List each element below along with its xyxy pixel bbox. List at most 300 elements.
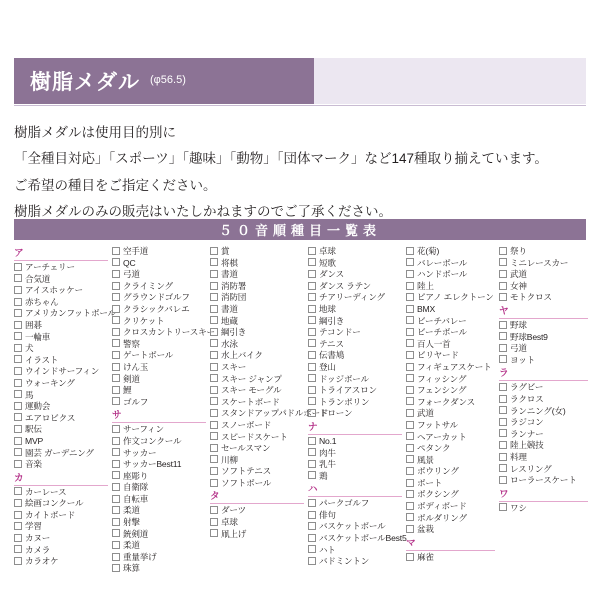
checkbox-icon[interactable]	[112, 495, 120, 503]
checkbox-icon[interactable]	[210, 479, 218, 487]
list-item[interactable]	[406, 466, 497, 478]
checkbox-icon[interactable]	[210, 467, 218, 475]
list-item[interactable]	[14, 498, 110, 510]
checkbox-icon[interactable]	[112, 282, 120, 290]
list-item[interactable]	[406, 397, 497, 409]
checkbox-icon[interactable]	[210, 444, 218, 452]
list-item[interactable]	[112, 350, 208, 362]
checkbox-icon[interactable]	[210, 328, 218, 336]
checkbox-icon[interactable]	[406, 513, 414, 521]
checkbox-icon[interactable]	[406, 339, 414, 347]
list-item[interactable]	[499, 382, 590, 394]
checkbox-icon[interactable]	[112, 305, 120, 313]
checkbox-icon[interactable]	[308, 397, 316, 405]
checkbox-icon[interactable]	[112, 425, 120, 433]
checkbox-icon[interactable]	[308, 448, 316, 456]
list-item[interactable]	[308, 316, 404, 328]
checkbox-icon[interactable]	[210, 421, 218, 429]
list-item[interactable]	[14, 401, 110, 413]
checkbox-icon[interactable]	[14, 321, 22, 329]
checkbox-icon[interactable]	[14, 402, 22, 410]
checkbox-icon[interactable]	[14, 437, 22, 445]
checkbox-icon[interactable]	[406, 455, 414, 463]
checkbox-icon[interactable]	[112, 363, 120, 371]
list-item[interactable]	[499, 452, 590, 464]
checkbox-icon[interactable]	[308, 339, 316, 347]
checkbox-icon[interactable]	[499, 476, 507, 484]
list-item[interactable]	[210, 517, 306, 529]
list-item[interactable]	[406, 269, 497, 281]
checkbox-icon[interactable]	[210, 432, 218, 440]
checkbox-icon[interactable]	[112, 483, 120, 491]
checkbox-icon[interactable]	[14, 448, 22, 456]
list-item[interactable]	[499, 355, 590, 367]
checkbox-icon[interactable]	[112, 316, 120, 324]
checkbox-icon[interactable]	[14, 487, 22, 495]
list-item[interactable]	[112, 327, 215, 339]
checkbox-icon[interactable]	[210, 270, 218, 278]
list-item[interactable]	[112, 494, 208, 506]
list-item[interactable]	[406, 374, 497, 386]
list-item[interactable]	[406, 443, 497, 455]
checkbox-icon[interactable]	[112, 471, 120, 479]
kana-underline	[14, 485, 108, 486]
list-item[interactable]	[210, 432, 306, 444]
list-item[interactable]	[112, 482, 208, 494]
list-item[interactable]	[308, 408, 404, 420]
list-item[interactable]	[499, 440, 590, 452]
list-item[interactable]	[308, 545, 404, 557]
list-item[interactable]	[406, 501, 497, 513]
list-item[interactable]	[499, 332, 590, 344]
list-item[interactable]	[210, 420, 306, 432]
checkbox-icon[interactable]	[499, 355, 507, 363]
list-item[interactable]	[308, 374, 404, 386]
list-item[interactable]	[14, 521, 110, 533]
checkbox-icon[interactable]	[406, 490, 414, 498]
list-item[interactable]	[499, 292, 590, 304]
list-item[interactable]	[210, 529, 306, 541]
list-item[interactable]	[499, 464, 590, 476]
list-item[interactable]	[406, 489, 497, 501]
checkbox-icon[interactable]	[499, 258, 507, 266]
checkbox-icon[interactable]	[308, 282, 316, 290]
checkbox-icon[interactable]	[112, 386, 120, 394]
checkbox-icon[interactable]	[14, 534, 22, 542]
checkbox-icon[interactable]	[112, 506, 120, 514]
checkbox-icon[interactable]	[112, 541, 120, 549]
list-item[interactable]	[499, 281, 590, 293]
checkbox-icon[interactable]	[14, 298, 22, 306]
list-item[interactable]	[406, 316, 497, 328]
checkbox-icon[interactable]	[14, 274, 22, 282]
list-item[interactable]	[308, 281, 404, 293]
checkbox-icon[interactable]	[308, 247, 316, 255]
list-item[interactable]	[210, 408, 329, 420]
checkbox-icon[interactable]	[112, 339, 120, 347]
checkbox-icon[interactable]	[112, 397, 120, 405]
list-item[interactable]	[406, 327, 497, 339]
list-item[interactable]	[308, 471, 404, 483]
checkbox-icon[interactable]	[112, 247, 120, 255]
checkbox-icon[interactable]	[210, 293, 218, 301]
list-item[interactable]	[210, 292, 306, 304]
list-item[interactable]	[14, 366, 110, 378]
list-item[interactable]	[112, 540, 208, 552]
list-item[interactable]	[406, 432, 497, 444]
list-item[interactable]	[14, 487, 110, 499]
checkbox-icon[interactable]	[112, 529, 120, 537]
checkbox-icon[interactable]	[499, 429, 507, 437]
list-item[interactable]	[406, 408, 497, 420]
checkbox-icon[interactable]	[499, 282, 507, 290]
list-item[interactable]	[210, 362, 306, 374]
list-item[interactable]	[308, 292, 404, 304]
checkbox-icon[interactable]	[406, 363, 414, 371]
list-item[interactable]	[499, 269, 590, 281]
list-item[interactable]	[14, 436, 110, 448]
checkbox-icon[interactable]	[499, 270, 507, 278]
checkbox-icon[interactable]	[112, 564, 120, 572]
list-item[interactable]	[210, 304, 306, 316]
list-item[interactable]	[308, 350, 404, 362]
list-item-label: ローラースケート	[510, 475, 577, 486]
list-item[interactable]	[14, 378, 110, 390]
checkbox-icon[interactable]	[210, 258, 218, 266]
checkbox-icon[interactable]	[406, 386, 414, 394]
checkbox-icon[interactable]	[112, 448, 120, 456]
list-item[interactable]	[14, 533, 110, 545]
checkbox-icon[interactable]	[406, 553, 414, 561]
list-item[interactable]	[112, 246, 208, 258]
list-item[interactable]	[499, 246, 590, 258]
checkbox-icon[interactable]	[14, 332, 22, 340]
list-item[interactable]	[499, 258, 590, 270]
checkbox-icon[interactable]	[308, 545, 316, 553]
checkbox-icon[interactable]	[308, 270, 316, 278]
list-item[interactable]	[210, 246, 306, 258]
checkbox-icon[interactable]	[406, 432, 414, 440]
checkbox-icon[interactable]	[308, 522, 316, 530]
checkbox-icon[interactable]	[308, 328, 316, 336]
checkbox-icon[interactable]	[499, 503, 507, 511]
checkbox-icon[interactable]	[406, 258, 414, 266]
list-item[interactable]	[112, 339, 208, 351]
checkbox-icon[interactable]	[14, 390, 22, 398]
list-item[interactable]	[210, 281, 306, 293]
checkbox-icon[interactable]	[14, 413, 22, 421]
list-item[interactable]	[112, 316, 208, 328]
list-item[interactable]	[112, 362, 208, 374]
checkbox-icon[interactable]	[210, 529, 218, 537]
checkbox-icon[interactable]	[406, 467, 414, 475]
checkbox-icon[interactable]	[308, 258, 316, 266]
checkbox-icon[interactable]	[210, 351, 218, 359]
checkbox-icon[interactable]	[14, 499, 22, 507]
list-item[interactable]	[406, 258, 497, 270]
checkbox-icon[interactable]	[112, 374, 120, 382]
list-item[interactable]	[499, 503, 590, 515]
list-item[interactable]	[499, 406, 590, 418]
checkbox-icon[interactable]	[112, 553, 120, 561]
list-item[interactable]	[14, 413, 110, 425]
checkbox-icon[interactable]	[308, 511, 316, 519]
list-item[interactable]	[406, 292, 497, 304]
checkbox-icon[interactable]	[308, 460, 316, 468]
checkbox-icon[interactable]	[112, 258, 120, 266]
checkbox-icon[interactable]	[499, 247, 507, 255]
checkbox-icon[interactable]	[406, 409, 414, 417]
checkbox-icon[interactable]	[406, 316, 414, 324]
list-item[interactable]	[14, 332, 110, 344]
list-item[interactable]	[14, 390, 110, 402]
checkbox-icon[interactable]	[406, 293, 414, 301]
list-item[interactable]	[112, 374, 208, 386]
list-item[interactable]	[499, 475, 590, 487]
checkbox-icon[interactable]	[210, 339, 218, 347]
list-item[interactable]	[112, 292, 208, 304]
checkbox-icon[interactable]	[112, 293, 120, 301]
checkbox-icon[interactable]	[112, 328, 120, 336]
list-item[interactable]	[210, 258, 306, 270]
list-item[interactable]	[14, 545, 110, 557]
checkbox-icon[interactable]	[499, 383, 507, 391]
checkbox-icon[interactable]	[14, 379, 22, 387]
checkbox-icon[interactable]	[14, 545, 22, 553]
list-item[interactable]	[406, 362, 497, 374]
list-item[interactable]	[112, 517, 208, 529]
list-item[interactable]	[14, 308, 116, 320]
list-item[interactable]	[112, 281, 208, 293]
list-item-label: ラジコン	[510, 417, 544, 428]
checkbox-icon[interactable]	[14, 309, 22, 317]
checkbox-icon[interactable]	[308, 471, 316, 479]
checkbox-icon[interactable]	[406, 247, 414, 255]
checkbox-icon[interactable]	[14, 344, 22, 352]
list-item[interactable]	[112, 529, 208, 541]
list-item[interactable]	[308, 327, 404, 339]
checkbox-icon[interactable]	[499, 464, 507, 472]
checkbox-icon[interactable]	[14, 522, 22, 530]
checkbox-icon[interactable]	[14, 425, 22, 433]
checkbox-icon[interactable]	[210, 397, 218, 405]
checkbox-icon[interactable]	[406, 525, 414, 533]
checkbox-icon[interactable]	[14, 355, 22, 363]
list-item[interactable]	[112, 436, 208, 448]
list-item[interactable]	[499, 343, 590, 355]
list-item[interactable]	[112, 448, 208, 460]
list-item[interactable]	[406, 350, 497, 362]
checkbox-icon[interactable]	[308, 409, 316, 417]
checkbox-icon[interactable]	[112, 270, 120, 278]
list-item[interactable]	[308, 304, 404, 316]
list-item-label: 武道	[510, 269, 527, 280]
list-item[interactable]	[406, 420, 497, 432]
checkbox-icon[interactable]	[406, 374, 414, 382]
checkbox-icon[interactable]	[308, 316, 316, 324]
list-item[interactable]	[210, 466, 306, 478]
list-item[interactable]	[14, 320, 110, 332]
list-item[interactable]	[406, 281, 497, 293]
checkbox-icon[interactable]	[308, 557, 316, 565]
list-item[interactable]	[308, 510, 404, 522]
list-item[interactable]	[499, 394, 590, 406]
checkbox-icon[interactable]	[499, 293, 507, 301]
list-item[interactable]	[210, 316, 306, 328]
list-item[interactable]	[308, 246, 404, 258]
list-item[interactable]	[210, 478, 306, 490]
list-item[interactable]	[406, 513, 497, 525]
list-item[interactable]	[210, 327, 306, 339]
list-item[interactable]	[14, 459, 110, 471]
checkbox-icon[interactable]	[499, 441, 507, 449]
list-item[interactable]	[406, 455, 497, 467]
checkbox-icon[interactable]	[210, 316, 218, 324]
list-item[interactable]	[308, 436, 404, 448]
list-item[interactable]	[210, 397, 306, 409]
list-item[interactable]	[406, 304, 497, 316]
list-item[interactable]	[14, 343, 110, 355]
list-item[interactable]	[308, 362, 404, 374]
list-item-label: 弓道	[123, 269, 140, 280]
checkbox-icon[interactable]	[308, 534, 316, 542]
checkbox-icon[interactable]	[308, 374, 316, 382]
checkbox-icon[interactable]	[406, 397, 414, 405]
list-item[interactable]	[210, 385, 306, 397]
list-item[interactable]	[406, 524, 497, 536]
list-item[interactable]	[308, 556, 404, 568]
checkbox-icon[interactable]	[210, 305, 218, 313]
list-item[interactable]	[14, 448, 110, 460]
list-item[interactable]	[406, 552, 497, 564]
list-item[interactable]	[308, 448, 404, 460]
list-item[interactable]	[112, 459, 208, 471]
list-item[interactable]	[14, 274, 110, 286]
checkbox-icon[interactable]	[406, 305, 414, 313]
checkbox-icon[interactable]	[406, 270, 414, 278]
list-item[interactable]	[112, 304, 208, 316]
list-item[interactable]	[210, 339, 306, 351]
list-item[interactable]	[308, 339, 404, 351]
checkbox-icon[interactable]	[406, 328, 414, 336]
list-item[interactable]	[14, 510, 110, 522]
list-item[interactable]	[308, 385, 404, 397]
list-item[interactable]	[14, 556, 110, 568]
list-item[interactable]	[112, 258, 208, 270]
checkbox-icon[interactable]	[112, 437, 120, 445]
checkbox-icon[interactable]	[499, 344, 507, 352]
checkbox-icon[interactable]	[406, 479, 414, 487]
checkbox-icon[interactable]	[406, 282, 414, 290]
checkbox-icon[interactable]	[406, 444, 414, 452]
checkbox-icon[interactable]	[112, 460, 120, 468]
list-item[interactable]	[308, 459, 404, 471]
list-item[interactable]	[14, 355, 110, 367]
checkbox-icon[interactable]	[499, 321, 507, 329]
checkbox-icon[interactable]	[308, 305, 316, 313]
checkbox-icon[interactable]	[112, 351, 120, 359]
checkbox-icon[interactable]	[210, 506, 218, 514]
list-item-label: 自転車	[123, 493, 149, 504]
checkbox-icon[interactable]	[499, 332, 507, 340]
list-item[interactable]	[112, 552, 208, 564]
list-item[interactable]	[112, 397, 208, 409]
checkbox-icon[interactable]	[14, 263, 22, 271]
checkbox-icon[interactable]	[499, 453, 507, 461]
checkbox-icon[interactable]	[499, 395, 507, 403]
checkbox-icon[interactable]	[14, 511, 22, 519]
list-item[interactable]	[210, 505, 306, 517]
checkbox-icon[interactable]	[14, 367, 22, 375]
list-item[interactable]	[308, 533, 407, 545]
checkbox-icon[interactable]	[499, 418, 507, 426]
checkbox-icon[interactable]	[308, 499, 316, 507]
list-item[interactable]	[499, 429, 590, 441]
checkbox-icon[interactable]	[112, 518, 120, 526]
list-item[interactable]	[406, 385, 497, 397]
checkbox-icon[interactable]	[210, 386, 218, 394]
checkbox-icon[interactable]	[14, 557, 22, 565]
list-item[interactable]	[308, 269, 404, 281]
list-item[interactable]	[14, 297, 110, 309]
checkbox-icon[interactable]	[308, 437, 316, 445]
checkbox-icon[interactable]	[499, 406, 507, 414]
checkbox-icon[interactable]	[406, 421, 414, 429]
checkbox-icon[interactable]	[210, 374, 218, 382]
checkbox-icon[interactable]	[210, 455, 218, 463]
checkbox-icon[interactable]	[210, 363, 218, 371]
checkbox-icon[interactable]	[14, 460, 22, 468]
checkbox-icon[interactable]	[308, 351, 316, 359]
checkbox-icon[interactable]	[308, 293, 316, 301]
list-item[interactable]	[112, 424, 208, 436]
list-item[interactable]	[406, 246, 497, 258]
checkbox-icon[interactable]	[406, 351, 414, 359]
list-item[interactable]	[14, 424, 110, 436]
list-item[interactable]	[308, 498, 404, 510]
checkbox-icon[interactable]	[14, 286, 22, 294]
checkbox-icon[interactable]	[210, 409, 218, 417]
list-item[interactable]	[308, 521, 404, 533]
checkbox-icon[interactable]	[406, 502, 414, 510]
list-item[interactable]	[308, 258, 404, 270]
list-item[interactable]	[14, 262, 110, 274]
list-item[interactable]	[112, 471, 208, 483]
list-item[interactable]	[112, 563, 208, 575]
list-item[interactable]	[112, 269, 208, 281]
list-item[interactable]	[14, 285, 110, 297]
checkbox-icon[interactable]	[210, 282, 218, 290]
item-column	[14, 246, 116, 575]
list-item[interactable]	[406, 478, 497, 490]
checkbox-icon[interactable]	[308, 386, 316, 394]
checkbox-icon[interactable]	[210, 518, 218, 526]
list-item[interactable]	[210, 269, 306, 281]
list-item[interactable]	[308, 397, 404, 409]
list-item[interactable]	[210, 374, 306, 386]
list-item[interactable]	[406, 339, 497, 351]
list-item[interactable]	[210, 350, 306, 362]
checkbox-icon[interactable]	[308, 363, 316, 371]
list-item-label: 一輪車	[25, 331, 51, 342]
list-item[interactable]	[210, 455, 306, 467]
list-item[interactable]	[112, 505, 208, 517]
list-item[interactable]	[499, 320, 590, 332]
checkbox-icon[interactable]	[210, 247, 218, 255]
list-item[interactable]	[210, 443, 306, 455]
list-item[interactable]	[499, 417, 590, 429]
list-item[interactable]	[112, 385, 208, 397]
